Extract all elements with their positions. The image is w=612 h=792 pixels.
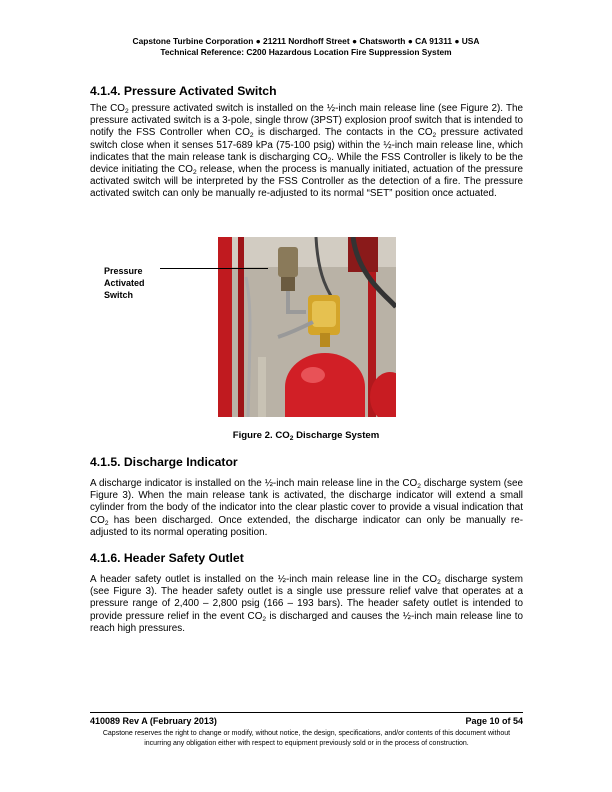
callout-leader-line	[160, 268, 268, 269]
text-run: pressure activated switch close when it senses 517-689 kPa (75-100 psig) within the ½-inch main release line, which indicates that the main release tank is discharging CO	[90, 127, 523, 163]
caption-text-b: Discharge System	[293, 430, 380, 441]
subscript-2: 2	[124, 108, 129, 115]
callout-pressure-activated-switch	[104, 265, 145, 301]
callout-line-1: Pressure	[104, 266, 143, 276]
text-run: The CO	[90, 103, 125, 114]
text-run: is discharged. The contacts in the CO	[253, 127, 433, 139]
caption-subscript: 2	[289, 435, 294, 442]
footer-notice: Capstone reserves the right to change or modify, without notice, the design, specifications, and/or contents of this document without incurring any obligation either with respect to equipment previously sold or in the process of construction.	[102, 730, 511, 747]
text-run: has been discharged. Once extended, the discharge indicator can only be manually re-adjusted to its normal operating position.	[90, 514, 523, 538]
text-run: discharge system (see Figure 3). When the main release tank is activated, the discharge indicator will extend a small cylinder from the body of the indicator into the clear plastic cover to provide a visual indication that CO	[90, 478, 523, 526]
paragraph-header-safety-outlet	[90, 574, 523, 635]
footer-divider	[90, 712, 523, 713]
heading-pressure-activated-switch: 4.1.4. Pressure Activated Switch	[90, 84, 277, 98]
subscript-2: 2	[417, 483, 421, 490]
paragraph-pressure-activated-switch	[90, 103, 523, 201]
page-header	[0, 36, 612, 58]
text-run: is discharged and causes the ½-inch main release line to reach high pressures.	[90, 610, 523, 634]
subscript-2: 2	[192, 169, 197, 177]
text-run: A discharge indicator is installed on the ½-inch main release line in the CO	[90, 478, 418, 489]
heading-discharge-indicator: 4.1.5. Discharge Indicator	[90, 455, 238, 469]
subscript-2: 2	[262, 615, 267, 623]
subscript-2: 2	[437, 579, 441, 586]
subscript-2: 2	[327, 156, 332, 164]
callout-line-2: Activated	[104, 278, 145, 288]
text-run: pressure activated switch is installed on the ½-inch main release line (see Figure 2). The pressure activated switch is a 3-pole, single throw (3PST) explosion proof switch that is intended to notify the FSS Controller when CO	[90, 103, 523, 139]
paragraph-discharge-indicator	[90, 478, 523, 539]
text-run: A header safety outlet is installed on the ½-inch main release line in the CO	[90, 574, 438, 585]
text-run: discharge system (see Figure 3). The header safety outlet is a single use pressure relief valve that operates at a pressure range of 2,400 – 2,800 psig (166 – 193 bars). The header safety outlet is intended to provide pressure relief in the event CO	[90, 574, 523, 622]
figure-2-caption	[0, 430, 612, 441]
header-title: Technical Reference: C200 Hazardous Location Fire Suppression System	[160, 47, 452, 57]
callout-line-3: Switch	[104, 290, 134, 300]
footer-page-number: Page 10 of 54	[465, 716, 523, 726]
co2-discharge-system-photo	[218, 237, 396, 417]
subscript-2: 2	[432, 132, 437, 140]
heading-header-safety-outlet: 4.1.6. Header Safety Outlet	[90, 551, 244, 565]
header-address: Capstone Turbine Corporation ● 21211 Nordhoff Street ● Chatsworth ● CA 91311 ● USA	[132, 36, 480, 46]
text-run: release, when the process is manually initiated, actuation of the pressure activated switch will be interpreted by the FSS Controller as the detection of a fire. The pressure activated switch can only be manually re-adjusted to its normal “SET” position once actuated.	[90, 164, 524, 200]
subscript-2: 2	[104, 519, 109, 527]
caption-text-a: Figure 2. CO	[232, 430, 290, 441]
footer-doc-id: 410089 Rev A (February 2013)	[90, 716, 217, 726]
text-run: . While the FSS Controller is likely to be the device initiating the CO	[90, 151, 523, 176]
subscript-2: 2	[249, 132, 254, 140]
